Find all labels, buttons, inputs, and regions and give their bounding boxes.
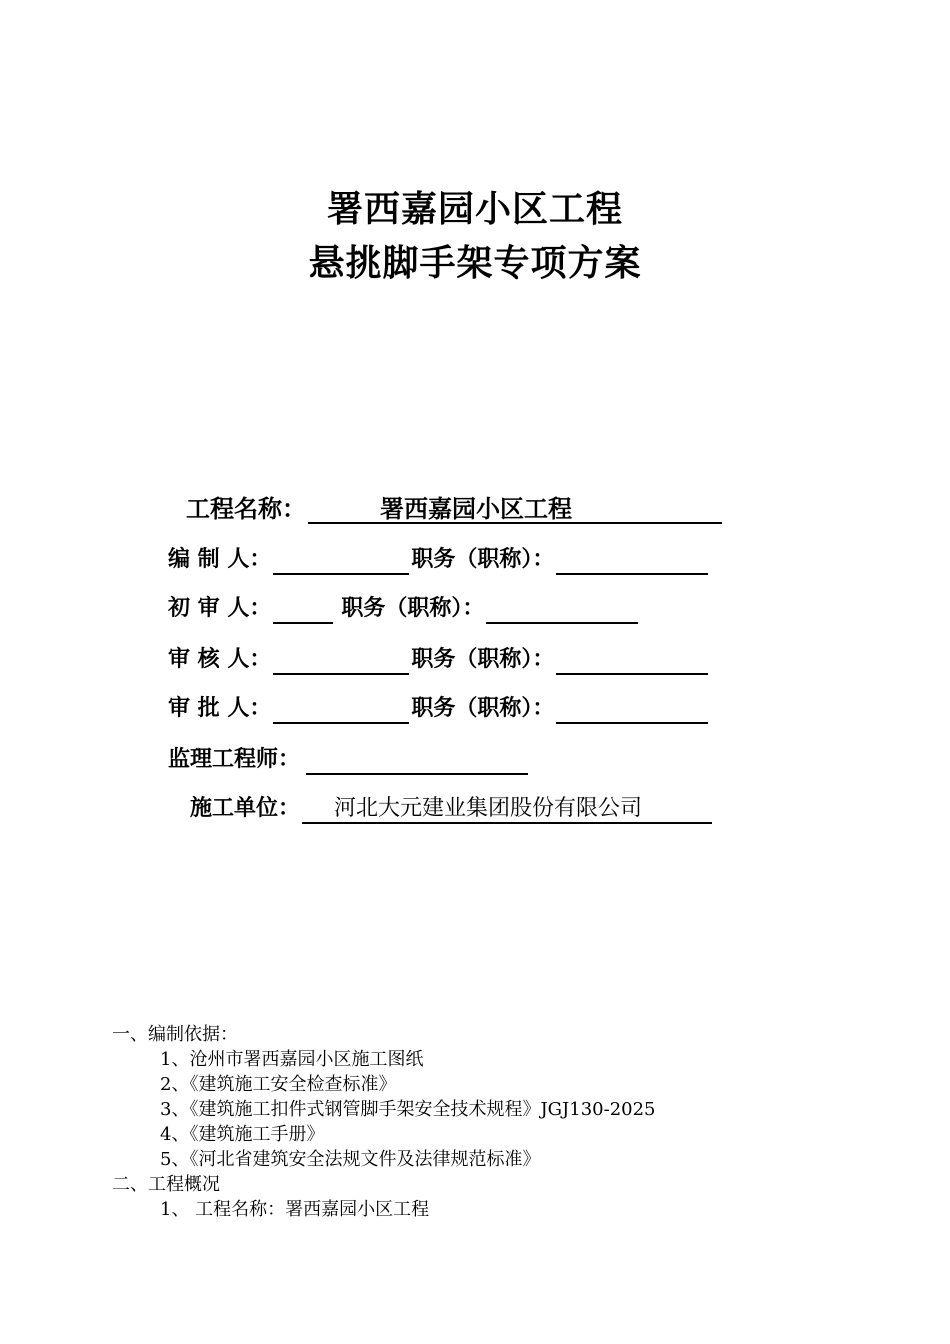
construction-unit-value: 河北大元建业集团股份有限公司 xyxy=(302,794,712,824)
compiler-position-blank xyxy=(556,547,708,575)
section-heading-basis: 一、编制依据： xyxy=(112,1024,238,1045)
compiler-row xyxy=(168,545,710,575)
compiler-blank xyxy=(273,547,409,575)
preliminary-reviewer-position-label: 职务（职称）： xyxy=(341,596,485,621)
document-body xyxy=(112,1022,656,1222)
supervisor-blank xyxy=(306,747,528,775)
preliminary-reviewer-position-blank xyxy=(486,596,638,624)
preliminary-reviewer-row xyxy=(168,594,640,624)
supervisor-row xyxy=(168,745,530,775)
preliminary-reviewer-label: 初 审 人： xyxy=(168,596,272,621)
supervisor-label: 监理工程师： xyxy=(168,747,301,772)
reviewer-label: 审 核 人： xyxy=(168,647,272,672)
approver-blank xyxy=(273,696,409,724)
construction-unit-row xyxy=(190,794,714,824)
reviewer-position-blank xyxy=(556,647,708,675)
basis-item: 3、《建筑施工扣件式钢管脚手架安全技术规程》JGJ130-2025 xyxy=(160,1099,656,1120)
basis-item: 5、《河北省建筑安全法规文件及法律规范标准》 xyxy=(160,1149,541,1170)
approver-label: 审 批 人： xyxy=(168,696,272,721)
document-title-line-1: 署西嘉园小区工程 xyxy=(326,189,623,230)
compiler-label: 编 制 人： xyxy=(168,547,272,572)
section-heading-overview: 二、工程概况 xyxy=(112,1174,220,1195)
construction-unit-label: 施工单位： xyxy=(190,796,301,821)
project-name-row xyxy=(186,494,724,524)
basis-item: 2、《建筑施工安全检查标准》 xyxy=(160,1074,397,1095)
reviewer-position-label: 职务（职称）： xyxy=(411,647,555,672)
project-name-label: 工程名称： xyxy=(186,495,306,523)
basis-item: 4、《建筑施工手册》 xyxy=(160,1124,325,1145)
basis-item: 1、沧州市署西嘉园小区施工图纸 xyxy=(160,1049,424,1070)
approver-position-blank xyxy=(556,696,708,724)
project-name-value: 署西嘉园小区工程 xyxy=(308,494,722,524)
reviewer-row xyxy=(168,645,710,675)
compiler-position-label: 职务（职称）： xyxy=(411,547,555,572)
document-title-line-2: 悬挑脚手架专项方案 xyxy=(308,243,642,284)
approver-position-label: 职务（职称）： xyxy=(411,696,555,721)
approver-row xyxy=(168,694,710,724)
preliminary-reviewer-blank xyxy=(273,596,333,624)
reviewer-blank xyxy=(273,647,409,675)
overview-item: 1、 工程名称：署西嘉园小区工程 xyxy=(160,1199,430,1220)
